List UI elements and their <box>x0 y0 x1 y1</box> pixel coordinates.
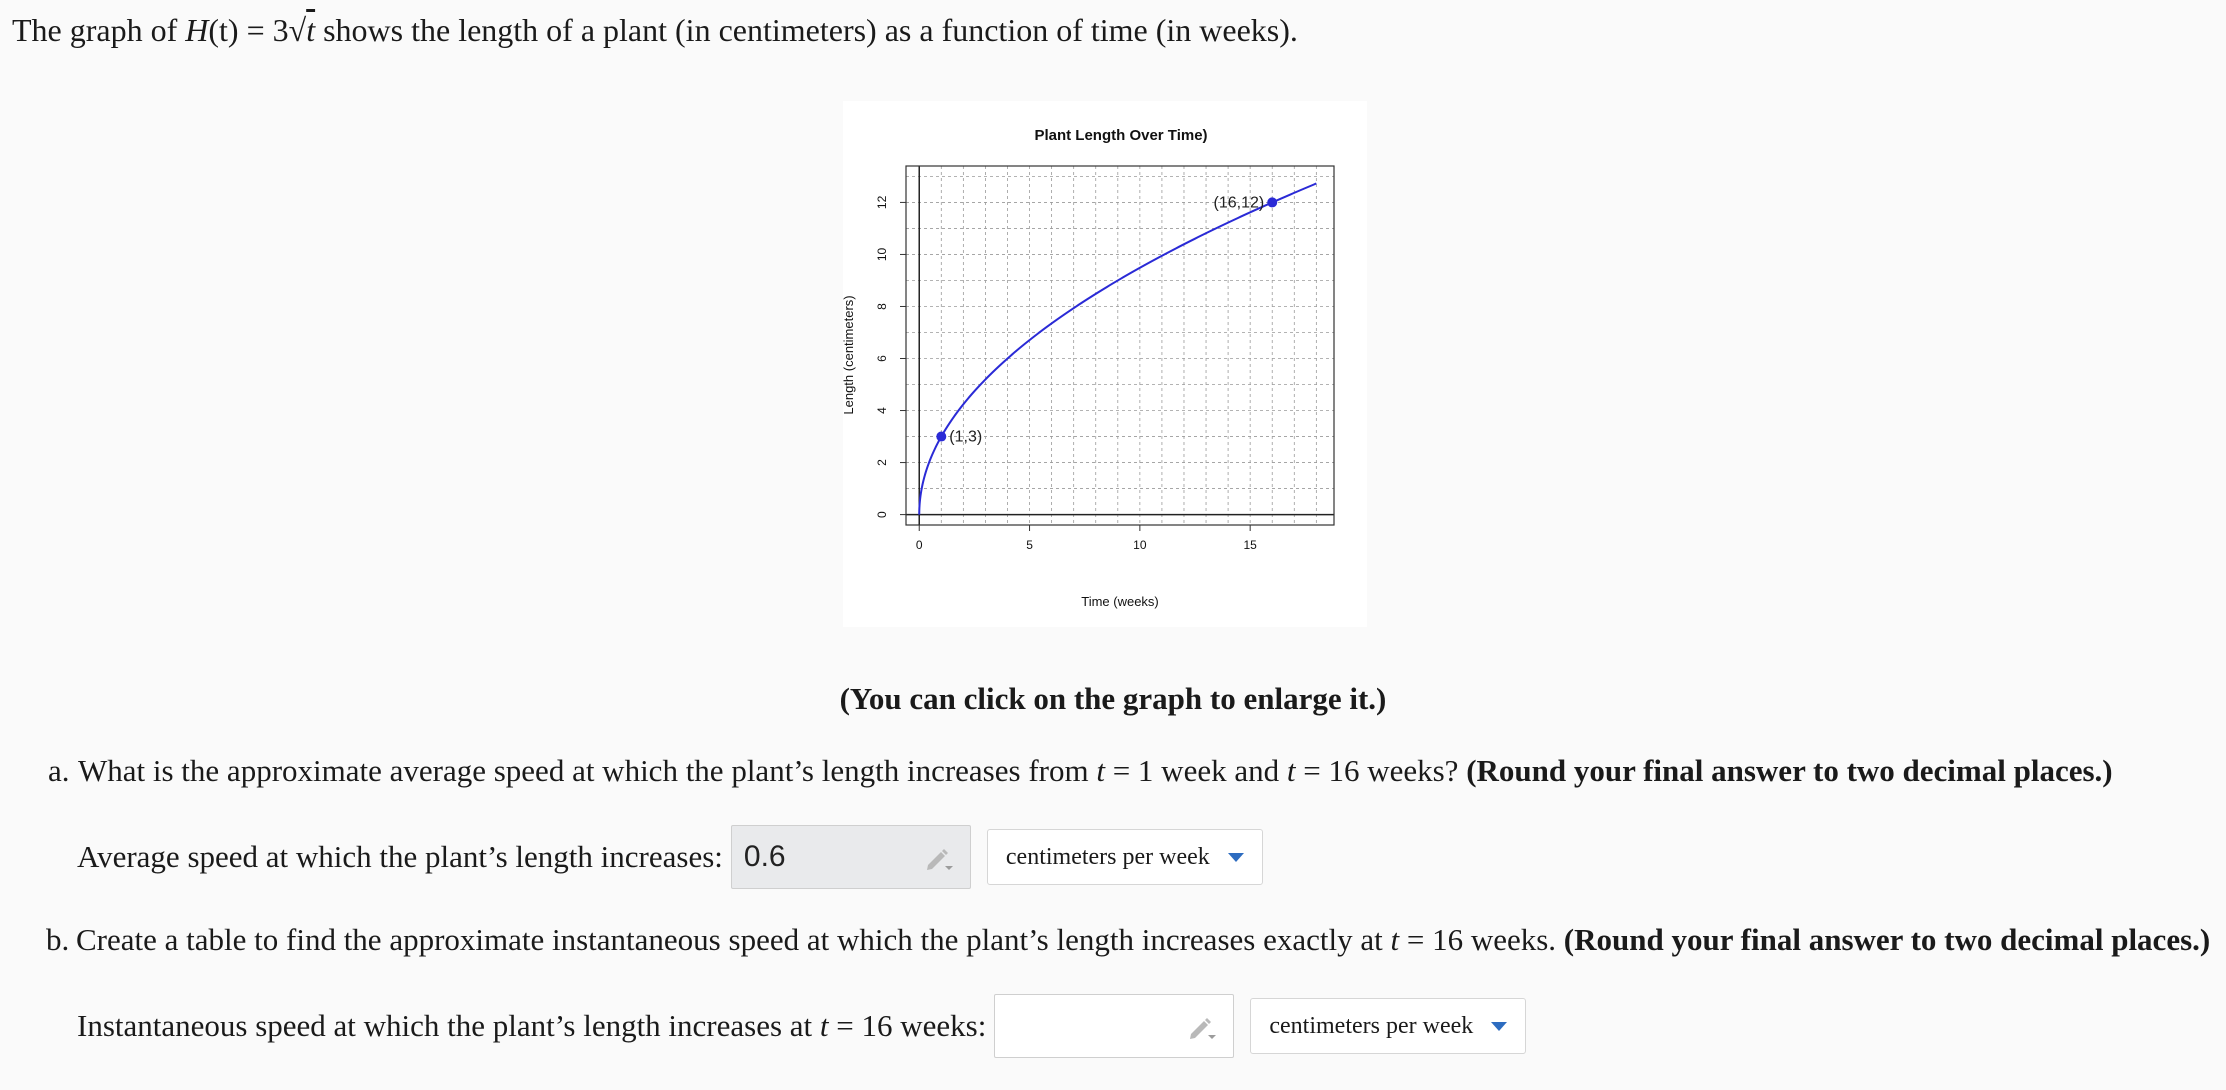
answer-a-label: Average speed at which the plant’s length increases: <box>77 839 723 874</box>
unit-select-b-value: centimeters per week <box>1269 1012 1474 1039</box>
chevron-down-icon <box>1228 853 1244 862</box>
round-note-a: (Round your final answer to two decimal places.) <box>1466 753 2113 788</box>
y-tick-label: 12 <box>875 195 889 210</box>
instantaneous-speed-input[interactable] <box>994 994 1234 1058</box>
y-tick-label: 0 <box>875 511 889 518</box>
answer-b-label: Instantaneous speed at which the plant’s length increases at t = 16 weeks: <box>77 1008 987 1043</box>
data-point-label: (1,3) <box>949 428 983 446</box>
problem-statement: The graph of H(t) = 3√t shows the length of a plant (in centimeters) as a function of time (in weeks). <box>12 12 1298 48</box>
function-name: H <box>185 12 209 48</box>
y-tick-label: 4 <box>875 407 889 414</box>
y-tick-label: 6 <box>875 355 889 362</box>
sqrt-symbol: √ <box>288 12 307 48</box>
x-tick-label: 15 <box>1243 538 1257 552</box>
chart-grid <box>906 166 1334 525</box>
question-a: a. What is the approximate average speed at which the plant’s length increases from t = 1 week and t = 16 weeks? (Round your final answer to two decimal places.) <box>48 749 2113 793</box>
unit-select-a-value: centimeters per week <box>1005 843 1210 870</box>
answer-row-a <box>77 824 1263 890</box>
y-axis-label: Length (centimeters) <box>841 295 856 415</box>
pencil-icon[interactable] <box>1187 1013 1217 1041</box>
question-a-label: a. <box>48 753 70 788</box>
y-tick-label: 10 <box>875 247 889 262</box>
question-b-label: b. <box>46 922 70 957</box>
chevron-down-icon <box>1491 1022 1507 1031</box>
question-b: b. Create a table to find the approximate instantaneous speed at which the plant’s length increases exactly at t = 16 weeks. (Round your final answer to two decimal places.) <box>46 918 2210 962</box>
x-tick-label: 10 <box>1133 538 1147 552</box>
average-speed-input[interactable] <box>731 825 971 889</box>
y-tick-label: 2 <box>875 459 889 466</box>
chart-title: Plant Length Over Time) <box>1034 127 1208 144</box>
average-speed-value: 0.6 <box>743 840 786 873</box>
x-tick-label: 5 <box>1026 538 1033 552</box>
x-tick-label: 0 <box>915 538 923 552</box>
y-tick-label: 8 <box>875 303 889 310</box>
unit-select-a[interactable] <box>987 829 1263 885</box>
data-point-label: (16,12) <box>1213 194 1265 212</box>
unit-select-b[interactable] <box>1250 998 1526 1054</box>
data-point <box>936 432 946 442</box>
pencil-icon[interactable] <box>924 844 954 872</box>
x-axis-label: Time (weeks) <box>1081 594 1159 609</box>
round-note-b: (Round your final answer to two decimal places.) <box>1563 922 2211 957</box>
plot-border <box>906 166 1334 525</box>
chart-axes <box>875 166 1334 552</box>
chart-svg[interactable] <box>843 101 1367 627</box>
chart-points <box>936 194 1277 445</box>
plant-length-graph[interactable] <box>843 101 1367 627</box>
data-point <box>1267 197 1277 207</box>
answer-row-b <box>77 993 1526 1059</box>
enlarge-hint: (You can click on the graph to enlarge it.) <box>839 681 1387 716</box>
